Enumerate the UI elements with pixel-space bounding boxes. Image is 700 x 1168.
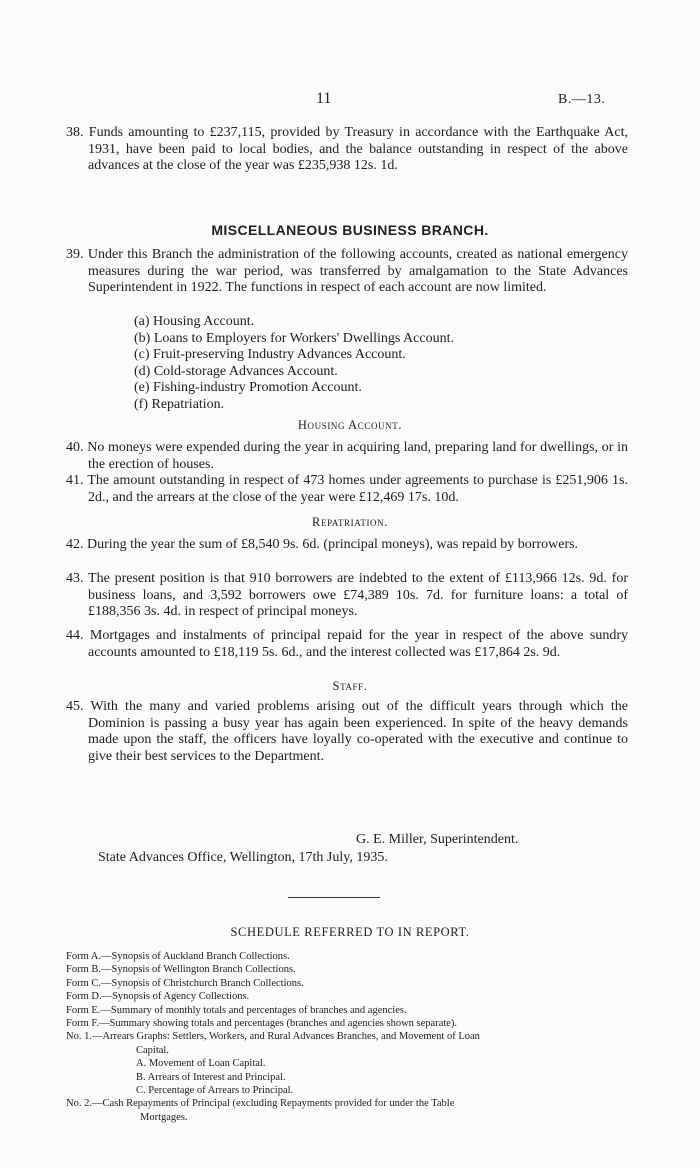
schedule-title: SCHEDULE REFERRED TO IN REPORT. (230, 925, 470, 939)
account-item: (c) Fruit-preserving Industry Advances Account. (134, 347, 406, 362)
page-number: 11 (316, 90, 332, 107)
schedule-item: Form E.—Summary of monthly totals and percentages of branches and agencies. (66, 1004, 407, 1016)
schedule-item: B. Arrears of Interest and Principal. (136, 1071, 286, 1083)
account-item: (a) Housing Account. (134, 314, 255, 329)
page-reference: B.—13. (558, 92, 606, 107)
divider-rule (288, 897, 380, 898)
paragraph-44: 44. Mortgages and instalments of principal repaid for the year in respect of the above sundry accounts amounted to £18,119 5s. 6d., and the interest collected was £17,864 2s. 9d. (66, 628, 628, 660)
paragraph-43: 43. The present position is that 910 borrowers are indebted to the extent of £113,966 12s. 9d. for business loans, and 3,592 borrowers owe £74,389 10s. 7d. for furniture loans: a total of £188,356 3s. 4d. in respect of principal moneys. (66, 571, 628, 619)
schedule-item: C. Percentage of Arrears to Principal. (136, 1085, 294, 1097)
schedule-item: Form B.—Synopsis of Wellington Branch Collections. (66, 964, 296, 976)
schedule-item: Form A.—Synopsis of Auckland Branch Collections. (66, 951, 290, 962)
paragraph-39: 39. Under this Branch the administration of the following accounts, created as national emergency measures during the war period, was transferred by amalgamation to the State Advances Superintendent in 1922. The functions in respect of each account are now limited. (66, 247, 628, 295)
schedule-item: No. 2.—Cash Repayments of Principal (excluding Repayments provided for under the Table (66, 1098, 455, 1110)
paragraph-40: 40. No moneys were expended during the year in acquiring land, preparing land for dwellings, or in the erection of houses. (66, 440, 628, 472)
schedule-item: Form D.—Synopsis of Agency Collections. (66, 991, 250, 1003)
paragraph-41: 41. The amount outstanding in respect of 473 homes under agreements to purchase is £251,906 1s. 2d., and the arrears at the close of the year were £12,469 17s. 10d. (66, 473, 628, 505)
section-title: MISCELLANEOUS BUSINESS BRANCH. (211, 222, 489, 238)
schedule-item: Form C.—Synopsis of Christchurch Branch Collections. (66, 977, 304, 989)
paragraph-45: 45. With the many and varied problems arising out of the difficult years through which the Dominion is passing a busy year has again been experienced. In spite of the heavy demands made upon the staff, the officers have loyally co-operated with the executive and continue to give their best services to the Department. (66, 699, 628, 764)
account-item: (b) Loans to Employers for Workers' Dwellings Account. (134, 330, 454, 346)
schedule-item: Form F.—Summary showing totals and percentages (branches and agencies shown separate). (66, 1018, 458, 1030)
schedule-item: No. 1.—Arrears Graphs: Settlers, Workers, and Rural Advances Branches, and Movement of Loan (66, 1031, 480, 1043)
staff-heading: Staff. (332, 679, 368, 693)
schedule-item: Capital. (136, 1044, 169, 1056)
schedule-list (66, 950, 612, 1124)
schedule-item: Mortgages. (140, 1111, 188, 1123)
account-item: (f) Repatriation. (134, 396, 225, 412)
signature: G. E. Miller, Superintendent. (356, 832, 519, 847)
account-item: (d) Cold-storage Advances Account. (134, 363, 338, 379)
office-line: State Advances Office, Wellington, 17th July, 1935. (98, 850, 388, 865)
accounts-list (134, 314, 454, 413)
account-item: (e) Fishing-industry Promotion Account. (134, 380, 362, 395)
housing-heading: Housing Account. (297, 418, 403, 432)
repatriation-heading: Repatriation. (312, 515, 388, 529)
paragraph-38: 38. Funds amounting to £237,115, provided by Treasury in accordance with the Earthquake Act, 1931, have been paid to local bodies, and the balance outstanding in respect of the above advances at the close of the year was £235,938 12s. 1d. (66, 125, 628, 173)
paragraph-42: 42. During the year the sum of £8,540 9s. 6d. (principal moneys), was repaid by borrowers. (66, 537, 579, 552)
schedule-item: A. Movement of Loan Capital. (136, 1058, 266, 1070)
